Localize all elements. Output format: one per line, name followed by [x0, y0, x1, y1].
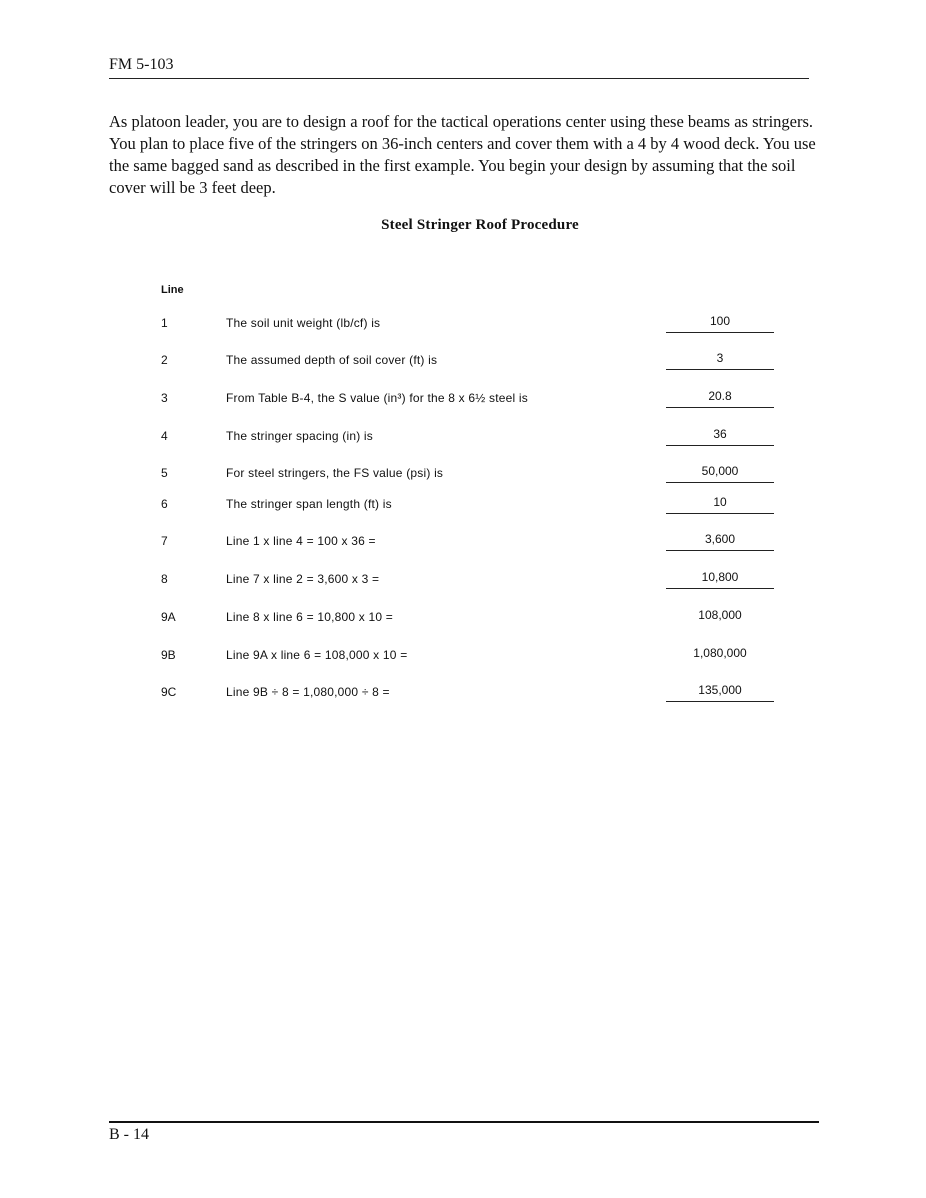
procedure-row — [0, 353, 926, 377]
line-description: The soil unit weight (lb/cf) is — [226, 316, 381, 330]
line-number: 8 — [161, 572, 168, 586]
line-number: 6 — [161, 497, 168, 511]
intro-paragraph: As platoon leader, you are to design a roof for the tactical operations center using these beams as stringers. You plan to place five of the stringers on 36-inch centers and cover them with a 4 by 4 wood deck. You use the same bagged sand as described in the first example. You begin your design by assuming that the soil cover will be 3 feet deep. — [109, 112, 816, 197]
line-value: 20.8 — [666, 389, 774, 408]
line-description: Line 8 x line 6 = 10,800 x 10 = — [226, 610, 393, 624]
line-value: 135,000 — [666, 683, 774, 702]
line-number: 9A — [161, 610, 176, 624]
line-value: 100 — [666, 314, 774, 333]
page-number: B - 14 — [109, 1126, 149, 1143]
line-number: 9C — [161, 685, 177, 699]
line-description: Line 9B ÷ 8 = 1,080,000 ÷ 8 = — [226, 685, 390, 699]
line-number: 2 — [161, 353, 168, 367]
procedure-row — [0, 316, 926, 340]
line-description: For steel stringers, the FS value (psi) is — [226, 466, 444, 480]
procedure-row — [0, 534, 926, 558]
line-description: The stringer span length (ft) is — [226, 497, 392, 511]
line-value: 36 — [666, 427, 774, 446]
procedure-row — [0, 429, 926, 453]
line-number: 5 — [161, 466, 168, 480]
line-description: From Table B-4, the S value (in³) for the 8 x 6½ steel is — [226, 391, 528, 405]
line-description: The assumed depth of soil cover (ft) is — [226, 353, 438, 367]
procedure-row — [0, 497, 926, 521]
line-description: The stringer spacing (in) is — [226, 429, 373, 443]
line-description: Line 7 x line 2 = 3,600 x 3 = — [226, 572, 380, 586]
procedure-row — [0, 648, 926, 672]
line-number: 9B — [161, 648, 176, 662]
line-value: 108,000 — [698, 608, 742, 622]
line-value: 1,080,000 — [693, 646, 747, 660]
line-number: 3 — [161, 391, 168, 405]
procedure-row — [0, 391, 926, 415]
line-column-header: Line — [161, 284, 184, 296]
line-value: 10 — [666, 495, 774, 514]
line-number: 1 — [161, 316, 168, 330]
line-value: 10,800 — [666, 570, 774, 589]
procedure-title: Steel Stringer Roof Procedure — [381, 217, 579, 233]
procedure-row — [0, 572, 926, 596]
procedure-row — [0, 466, 926, 490]
line-description: Line 9A x line 6 = 108,000 x 10 = — [226, 648, 408, 662]
footer-rule — [109, 1121, 819, 1123]
line-value: 3 — [666, 351, 774, 370]
running-header — [109, 56, 809, 79]
line-description: Line 1 x line 4 = 100 x 36 = — [226, 534, 376, 548]
line-value: 3,600 — [666, 532, 774, 551]
document-id: FM 5-103 — [109, 56, 174, 73]
line-value: 50,000 — [666, 464, 774, 483]
line-number: 4 — [161, 429, 168, 443]
procedure-row — [0, 610, 926, 634]
line-number: 7 — [161, 534, 168, 548]
procedure-row — [0, 685, 926, 709]
